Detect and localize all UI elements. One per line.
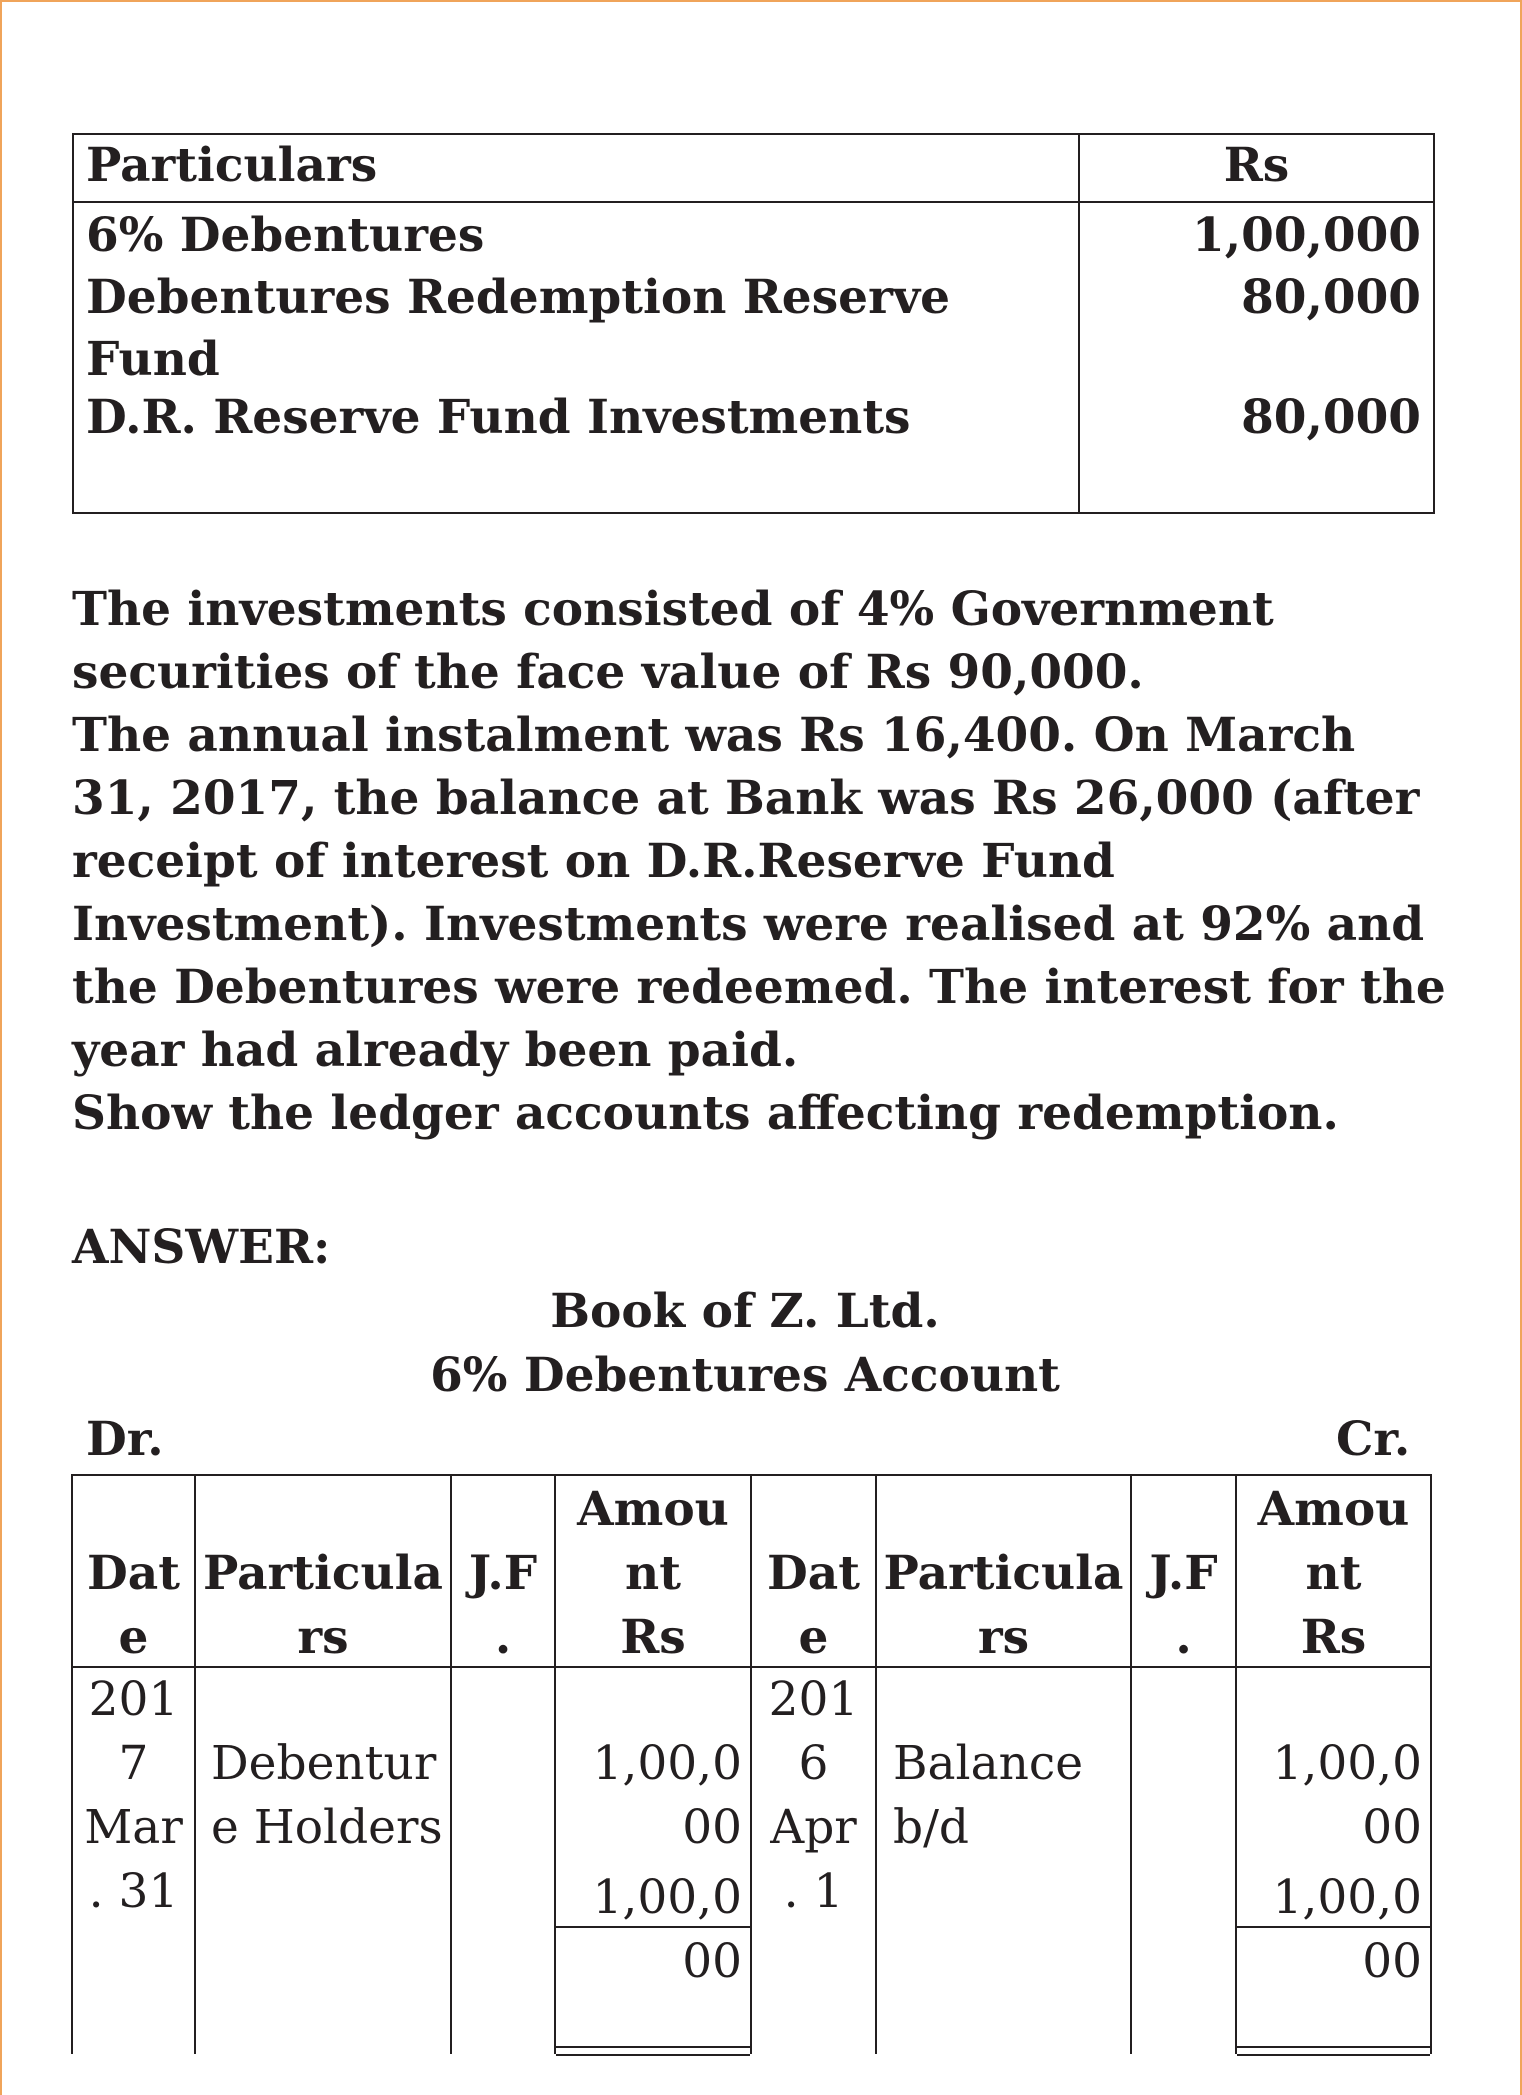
debit-label: Dr. (86, 1412, 164, 1467)
cr-date-cell: 201 6 Apr . 1 (768, 1672, 859, 1919)
dr-particulars-cell: Debentur e Holders (211, 1736, 443, 1855)
dr-amount-cell: 1,00,0 00 (592, 1736, 742, 1855)
row-particulars: D.R. Reserve Fund Investments (86, 390, 911, 445)
particulars-cell (73, 202, 1079, 513)
book-title: Book of Z. Ltd. (550, 1284, 940, 1339)
question-text (72, 578, 1452, 1145)
particulars-header: Particulars (73, 134, 1079, 202)
dr-date-header: Dat e (87, 1546, 180, 1665)
cr-total-cell: 1,00,0 00 (1272, 1870, 1422, 1989)
ledger-table (71, 1474, 1432, 2054)
dr-jf-header: J.F . (468, 1546, 538, 1665)
dr-particulars-header: Particula rs (203, 1546, 443, 1665)
question-line: Show the ledger accounts affecting redemption. (72, 1086, 1339, 1141)
answer-label: ANSWER: (72, 1220, 331, 1275)
dr-total-double-rule (556, 2046, 750, 2056)
row-amount: 80,000 (1241, 270, 1421, 325)
row-amount: 1,00,000 (1192, 208, 1421, 263)
row-particulars: 6% Debentures (86, 208, 485, 263)
dr-date-cell: 201 7 Mar . 31 (84, 1672, 183, 1919)
dr-total-cell: 1,00,0 00 (592, 1870, 742, 1989)
cr-jf-header: J.F . (1149, 1546, 1218, 1665)
cr-particulars-header: Particula rs (883, 1546, 1124, 1665)
credit-label: Cr. (1336, 1412, 1411, 1467)
amount-header: Rs (1079, 134, 1434, 202)
balance-table (72, 133, 1435, 514)
question-line: The investments consisted of 4% Government securities of the face value of Rs 90,000. (72, 582, 1274, 700)
cr-date-header: Dat e (767, 1546, 860, 1665)
cr-total-double-rule (1237, 2046, 1430, 2056)
cr-particulars-cell: Balance b/d (893, 1736, 1084, 1855)
row-amount: 80,000 (1241, 390, 1421, 445)
table-header-row (73, 134, 1434, 202)
amount-cell (1079, 202, 1434, 513)
cr-subtotal-rule (1237, 1926, 1430, 1928)
question-line: The annual instalment was Rs 16,400. On March 31, 2017, the balance at Bank was Rs 26,000 (after receipt of interest on D.R.Reserve Fund Investment). Investments were realised at 92% and the Debentures were redeemed. The interest for the year had already been paid. (72, 708, 1446, 1078)
account-title: 6% Debentures Account (430, 1348, 1060, 1403)
row-particulars: Debentures Redemption Reserve Fund (86, 270, 951, 387)
table-row (73, 202, 1434, 513)
dr-subtotal-rule (556, 1926, 750, 1928)
dr-amount-header: Amou nt Rs (577, 1482, 729, 1665)
cr-amount-header: Amou nt Rs (1257, 1482, 1410, 1665)
cr-amount-cell: 1,00,0 00 (1272, 1736, 1422, 1855)
